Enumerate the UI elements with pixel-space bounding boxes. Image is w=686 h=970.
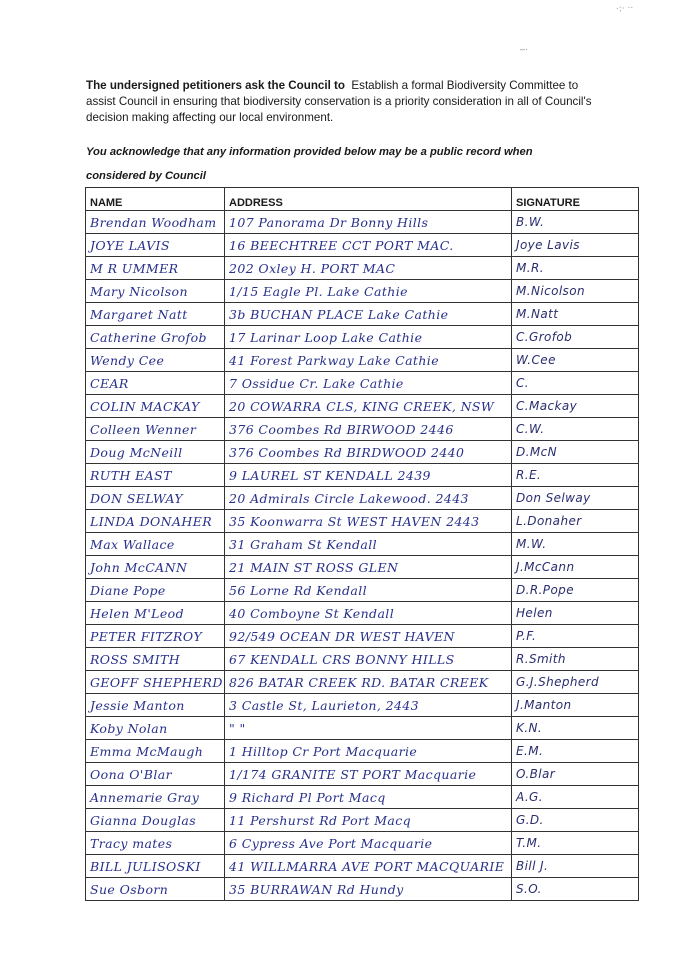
petitioner-address: 1/15 Eagle Pl. Lake Cathie [225,280,512,303]
petitioner-name: Diane Pope [86,579,225,602]
table-row [86,763,639,786]
petitioner-name: JOYE LAVIS [86,234,225,257]
petitioner-name: Margaret Natt [86,303,225,326]
table-row [86,625,639,648]
petitioner-signature: G.J.Shepherd [512,671,639,694]
petitioner-address: 202 Oxley H. PORT MAC [225,257,512,280]
petitioner-address: 16 BEECHTREE CCT PORT MAC. [225,234,512,257]
petitioner-name: LINDA DONAHER [86,510,225,533]
petitioner-name: GEOFF SHEPHERD [86,671,225,694]
petitioner-name: Max Wallace [86,533,225,556]
petitioner-name: Annemarie Gray [86,786,225,809]
table-row [86,602,639,625]
petitioner-name: BILL JULISOSKI [86,855,225,878]
petitioner-name: RUTH EAST [86,464,225,487]
petitioner-name: DON SELWAY [86,487,225,510]
petitioner-signature: Bill J. [512,855,639,878]
acknowledgement-note: You acknowledge that any information provided below may be a public record when considered by Council [86,146,533,182]
petitioner-signature: Joye Lavis [512,234,639,257]
petitioner-signature: Don Selway [512,487,639,510]
petitioner-address: 107 Panorama Dr Bonny Hills [225,211,512,234]
petitioner-address: 20 COWARRA CLS, KING CREEK, NSW [225,395,512,418]
address-column-header: ADDRESS [225,188,512,211]
table-row [86,326,639,349]
petitioner-address: 3b BUCHAN PLACE Lake Cathie [225,303,512,326]
petitioner-address: 17 Larinar Loop Lake Cathie [225,326,512,349]
petitioner-address: 9 Richard Pl Port Macq [225,786,512,809]
petitioner-address: 1 Hilltop Cr Port Macquarie [225,740,512,763]
petitioner-signature: C.Mackay [512,395,639,418]
table-row [86,717,639,740]
petitioner-name: Wendy Cee [86,349,225,372]
petitioner-address: 41 WILLMARRA AVE PORT MACQUARIE [225,855,512,878]
petitioner-address: 20 Admirals Circle Lakewood. 2443 [225,487,512,510]
petitioner-name: John McCANN [86,556,225,579]
petitioner-address: 67 KENDALL CRS BONNY HILLS [225,648,512,671]
petition-lead: The undersigned petitioners ask the Council to [86,79,345,92]
petitioner-address: 21 MAIN ST ROSS GLEN [225,556,512,579]
table-row [86,418,639,441]
petitioner-name: Mary Nicolson [86,280,225,303]
petitioner-address: 92/549 OCEAN DR WEST HAVEN [225,625,512,648]
petitioner-signature: A.G. [512,786,639,809]
petitioner-signature: O.Blar [512,763,639,786]
petitioner-address: 35 Koonwarra St WEST HAVEN 2443 [225,510,512,533]
name-column-header: NAME [86,188,225,211]
petitioner-signature: M.Natt [512,303,639,326]
petitioner-signature: S.O. [512,878,639,901]
petitioner-signature: C. [512,372,639,395]
table-row [86,579,639,602]
petitioner-signature: J.Manton [512,694,639,717]
corner-scribble: ·:· ·· [615,3,634,15]
petitioner-signature: B.W. [512,211,639,234]
table-row [86,234,639,257]
table-row [86,855,639,878]
petitioner-name: PETER FITZROY [86,625,225,648]
petitioner-address: 35 BURRAWAN Rd Hundy [225,878,512,901]
petitioner-name: Colleen Wenner [86,418,225,441]
petitioner-name: Gianna Douglas [86,809,225,832]
petitioner-address: 9 LAUREL ST KENDALL 2439 [225,464,512,487]
table-row [86,280,639,303]
petition-request: Establish a formal Biodiversity Committee to assist Council in ensuring that biodiversity conservation is a priority consideration in all of Council's decision making affecting our local environment. [86,79,592,124]
petitioner-signature: T.M. [512,832,639,855]
table-row [86,878,639,901]
table-row [86,441,639,464]
table-row [86,395,639,418]
petitioner-name: Catherine Grofob [86,326,225,349]
table-row [86,533,639,556]
table-row [86,740,639,763]
table-row [86,832,639,855]
petitioner-name: Tracy mates [86,832,225,855]
petitioner-address: 1/174 GRANITE ST PORT Macquarie [225,763,512,786]
table-row [86,464,639,487]
petitioner-name: ROSS SMITH [86,648,225,671]
table-row [86,556,639,579]
petitioner-address: 11 Pershurst Rd Port Macq [225,809,512,832]
table-row [86,671,639,694]
table-row [86,809,639,832]
petitioner-address: 376 Coombes Rd BIRWOOD 2446 [225,418,512,441]
stray-mark: –· [520,44,529,54]
petitioner-name: Helen M'Leod [86,602,225,625]
petitioner-name: Sue Osborn [86,878,225,901]
petitioner-signature: C.Grofob [512,326,639,349]
petitioner-signature: P.F. [512,625,639,648]
petitioner-signature: M.R. [512,257,639,280]
petitioner-signature: M.Nicolson [512,280,639,303]
petitioner-signature: M.W. [512,533,639,556]
petitioner-name: Emma McMaugh [86,740,225,763]
petitioner-signature: R.Smith [512,648,639,671]
petitioner-address: 376 Coombes Rd BIRDWOOD 2440 [225,441,512,464]
petitioner-name: COLIN MACKAY [86,395,225,418]
petitioner-signature: Helen [512,602,639,625]
table-row [86,694,639,717]
petitioner-name: Koby Nolan [86,717,225,740]
petitioner-signature: C.W. [512,418,639,441]
petitioner-address: 7 Ossidue Cr. Lake Cathie [225,372,512,395]
petitioner-address: 41 Forest Parkway Lake Cathie [225,349,512,372]
petitioner-signature: L.Donaher [512,510,639,533]
petitioner-address: 3 Castle St, Laurieton, 2443 [225,694,512,717]
petitioner-signature: E.M. [512,740,639,763]
petitioner-signature: G.D. [512,809,639,832]
petitioner-signature: W.Cee [512,349,639,372]
petitioner-signature: D.R.Pope [512,579,639,602]
petitioner-signature: J.McCann [512,556,639,579]
table-row [86,372,639,395]
signature-column-header: SIGNATURE [512,188,639,211]
table-row [86,487,639,510]
petitioner-address: " " [225,717,512,740]
petitioner-address: 6 Cypress Ave Port Macquarie [225,832,512,855]
petitioner-address: 826 BATAR CREEK RD. BATAR CREEK [225,671,512,694]
petitioner-signature: R.E. [512,464,639,487]
petitioner-name: Oona O'Blar [86,763,225,786]
petitioner-name: Brendan Woodham [86,211,225,234]
table-row [86,211,639,234]
petitioner-signature: K.N. [512,717,639,740]
petitioner-address: 40 Comboyne St Kendall [225,602,512,625]
table-row [86,257,639,280]
table-row [86,786,639,809]
petition-table [85,187,639,901]
petition-statement [86,78,606,126]
table-row [86,648,639,671]
table-row [86,349,639,372]
petitioner-name: Doug McNeill [86,441,225,464]
petitioner-address: 31 Graham St Kendall [225,533,512,556]
petitioner-name: M R UMMER [86,257,225,280]
table-row [86,303,639,326]
petitioner-name: CEAR [86,372,225,395]
table-header-row [86,188,639,211]
table-row [86,510,639,533]
petitioner-name: Jessie Manton [86,694,225,717]
petitioner-signature: D.McN [512,441,639,464]
petitioner-address: 56 Lorne Rd Kendall [225,579,512,602]
